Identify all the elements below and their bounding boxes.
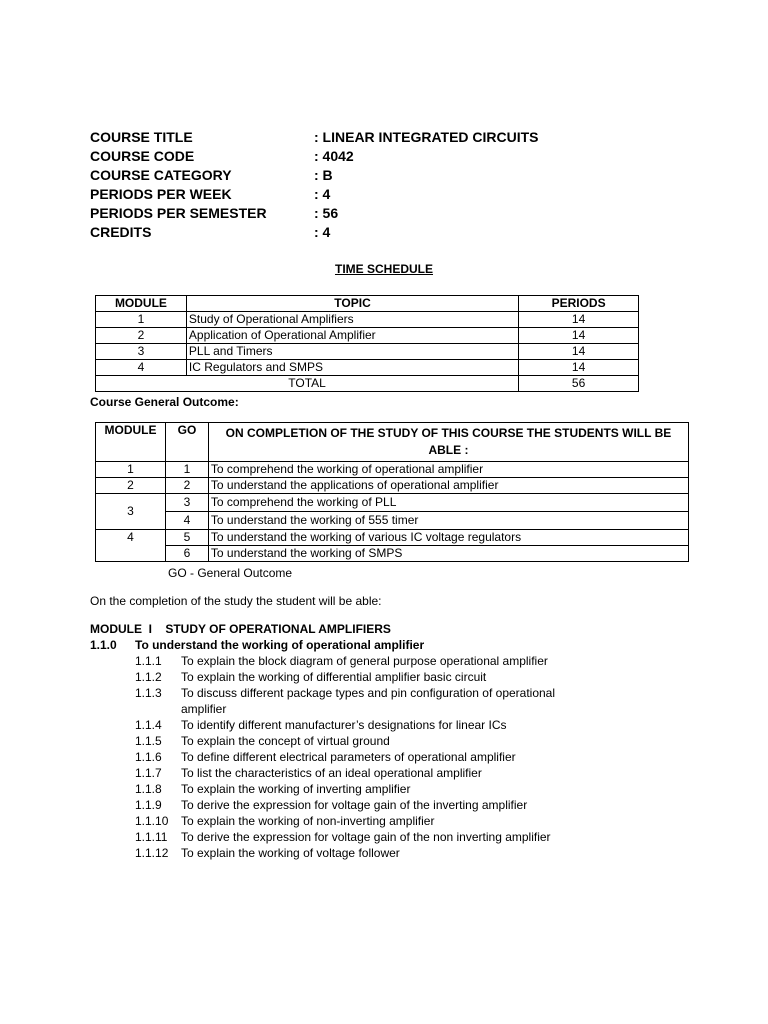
topic-cell: PLL and Timers: [186, 344, 518, 360]
outcome-table: [95, 422, 689, 562]
course-category-row: [90, 167, 690, 186]
go-cell: 1: [165, 462, 208, 478]
info-label: COURSE CODE: [90, 148, 195, 164]
list-item: [135, 734, 605, 750]
periods-cell: 14: [519, 312, 639, 328]
objective-text: To explain the working of non-inverting amplifier: [181, 814, 435, 828]
objective-number: 1.1.3: [135, 686, 162, 700]
periods-per-week-row: [90, 186, 690, 205]
list-item: [135, 718, 605, 734]
course-code-row: [90, 148, 690, 167]
objective-number: 1.1.10: [135, 814, 169, 828]
periods-per-semester-row: [90, 205, 690, 224]
column-header-periods: PERIODS: [519, 296, 639, 312]
objective-text: To explain the working of voltage follower: [181, 846, 400, 860]
table-row: [96, 478, 689, 494]
info-value: : 56: [314, 205, 339, 221]
objective-text: To identify different manufacturer’s designations for linear ICs: [181, 718, 507, 732]
list-item: [135, 750, 605, 766]
outcome-cell: To comprehend the working of PLL: [208, 494, 688, 512]
outcome-cell: To comprehend the working of operational amplifier: [208, 462, 688, 478]
info-value: : B: [314, 167, 333, 183]
column-header-description: ON COMPLETION OF THE STUDY OF THIS COURSE THE STUDENTS WILL BE ABLE :: [208, 423, 688, 462]
total-row: [96, 376, 639, 392]
module-cell: 3: [96, 344, 187, 360]
module-cell: 1: [96, 462, 166, 478]
outcome-cell: To understand the applications of operational amplifier: [208, 478, 688, 494]
list-item: [135, 766, 605, 782]
objective-number: 1.1.8: [135, 782, 162, 796]
objective-number: 1.1.12: [135, 846, 169, 860]
time-schedule-table: [95, 295, 639, 392]
table-header-row: [96, 296, 639, 312]
info-value: : 4: [314, 186, 331, 202]
table-row: [96, 328, 639, 344]
total-value: 56: [519, 376, 639, 392]
table-row: [96, 512, 689, 530]
objective-text: To discuss different package types and pin configuration of operational amplifier: [181, 686, 556, 716]
total-label: TOTAL: [96, 376, 519, 392]
module-cell: 1: [96, 312, 187, 328]
objective-text: To define different electrical parameters of operational amplifier: [181, 750, 516, 764]
table-row: [96, 546, 689, 562]
goal-text: To understand the working of operational amplifier: [135, 638, 425, 652]
module-cell: 3: [96, 494, 166, 530]
list-item: [135, 686, 605, 718]
topic-cell: Study of Operational Amplifiers: [186, 312, 518, 328]
module-cell: 4: [96, 360, 187, 376]
list-item: [135, 830, 605, 846]
info-label: COURSE TITLE: [90, 129, 193, 145]
periods-cell: 14: [519, 360, 639, 376]
module-title: MODULE I STUDY OF OPERATIONAL AMPLIFIERS: [90, 622, 391, 636]
list-item: [135, 670, 605, 686]
list-item: [135, 654, 605, 670]
objective-number: 1.1.6: [135, 750, 162, 764]
module-cell: 2: [96, 478, 166, 494]
intro-text: On the completion of the study the student will be able:: [90, 594, 382, 608]
module-cell: 2: [96, 328, 187, 344]
objective-text: To explain the concept of virtual ground: [181, 734, 390, 748]
course-title-row: [90, 129, 690, 148]
objective-number: 1.1.4: [135, 718, 162, 732]
list-item: [135, 782, 605, 798]
outcome-cell: To understand the working of 555 timer: [208, 512, 688, 530]
list-item: [135, 846, 605, 862]
objective-text: To list the characteristics of an ideal operational amplifier: [181, 766, 482, 780]
objective-text: To explain the working of differential amplifier basic circuit: [181, 670, 487, 684]
list-item: [135, 814, 605, 830]
objective-number: 1.1.11: [135, 830, 168, 844]
table-row: [96, 462, 689, 478]
list-item: [135, 798, 605, 814]
objective-text: To derive the expression for voltage gain of the non inverting amplifier: [181, 830, 551, 844]
outcome-footnote: GO - General Outcome: [168, 566, 293, 580]
outcome-cell: To understand the working of SMPS: [208, 546, 688, 562]
outcome-title: Course General Outcome:: [90, 395, 239, 409]
goal-number: 1.1.0: [90, 638, 117, 652]
column-header-module: MODULE: [96, 296, 187, 312]
info-value: : LINEAR INTEGRATED CIRCUITS: [314, 129, 539, 145]
table-row: [96, 344, 639, 360]
table-row: [96, 494, 689, 512]
objective-number: 1.1.5: [135, 734, 162, 748]
objective-number: 1.1.2: [135, 670, 162, 684]
info-label: PERIODS PER SEMESTER: [90, 205, 267, 221]
go-cell: 2: [165, 478, 208, 494]
info-value: : 4: [314, 224, 331, 240]
info-value: : 4042: [314, 148, 354, 164]
objective-number: 1.1.9: [135, 798, 162, 812]
table-row: [96, 530, 689, 546]
topic-cell: Application of Operational Amplifier: [186, 328, 518, 344]
table-header-row: [96, 423, 689, 462]
objective-number: 1.1.7: [135, 766, 162, 780]
module-goal: [90, 638, 590, 652]
objective-text: To explain the block diagram of general purpose operational amplifier: [181, 654, 548, 668]
table-row: [96, 360, 639, 376]
go-cell: 4: [165, 512, 208, 530]
periods-cell: 14: [519, 344, 639, 360]
column-header-topic: TOPIC: [186, 296, 518, 312]
module-cell: 4: [96, 530, 166, 562]
info-label: CREDITS: [90, 224, 152, 240]
objective-text: To explain the working of inverting amplifier: [181, 782, 411, 796]
time-schedule-title: TIME SCHEDULE: [334, 262, 433, 276]
column-header-go: GO: [165, 423, 208, 462]
go-cell: 3: [165, 494, 208, 512]
go-cell: 5: [165, 530, 208, 546]
periods-cell: 14: [519, 328, 639, 344]
column-header-module: MODULE: [96, 423, 166, 462]
topic-cell: IC Regulators and SMPS: [186, 360, 518, 376]
objective-number: 1.1.1: [135, 654, 162, 668]
info-label: COURSE CATEGORY: [90, 167, 232, 183]
credits-row: [90, 224, 690, 243]
outcome-cell: To understand the working of various IC voltage regulators: [208, 530, 688, 546]
table-row: [96, 312, 639, 328]
objective-text: To derive the expression for voltage gain of the inverting amplifier: [181, 798, 528, 812]
info-label: PERIODS PER WEEK: [90, 186, 232, 202]
go-cell: 6: [165, 546, 208, 562]
